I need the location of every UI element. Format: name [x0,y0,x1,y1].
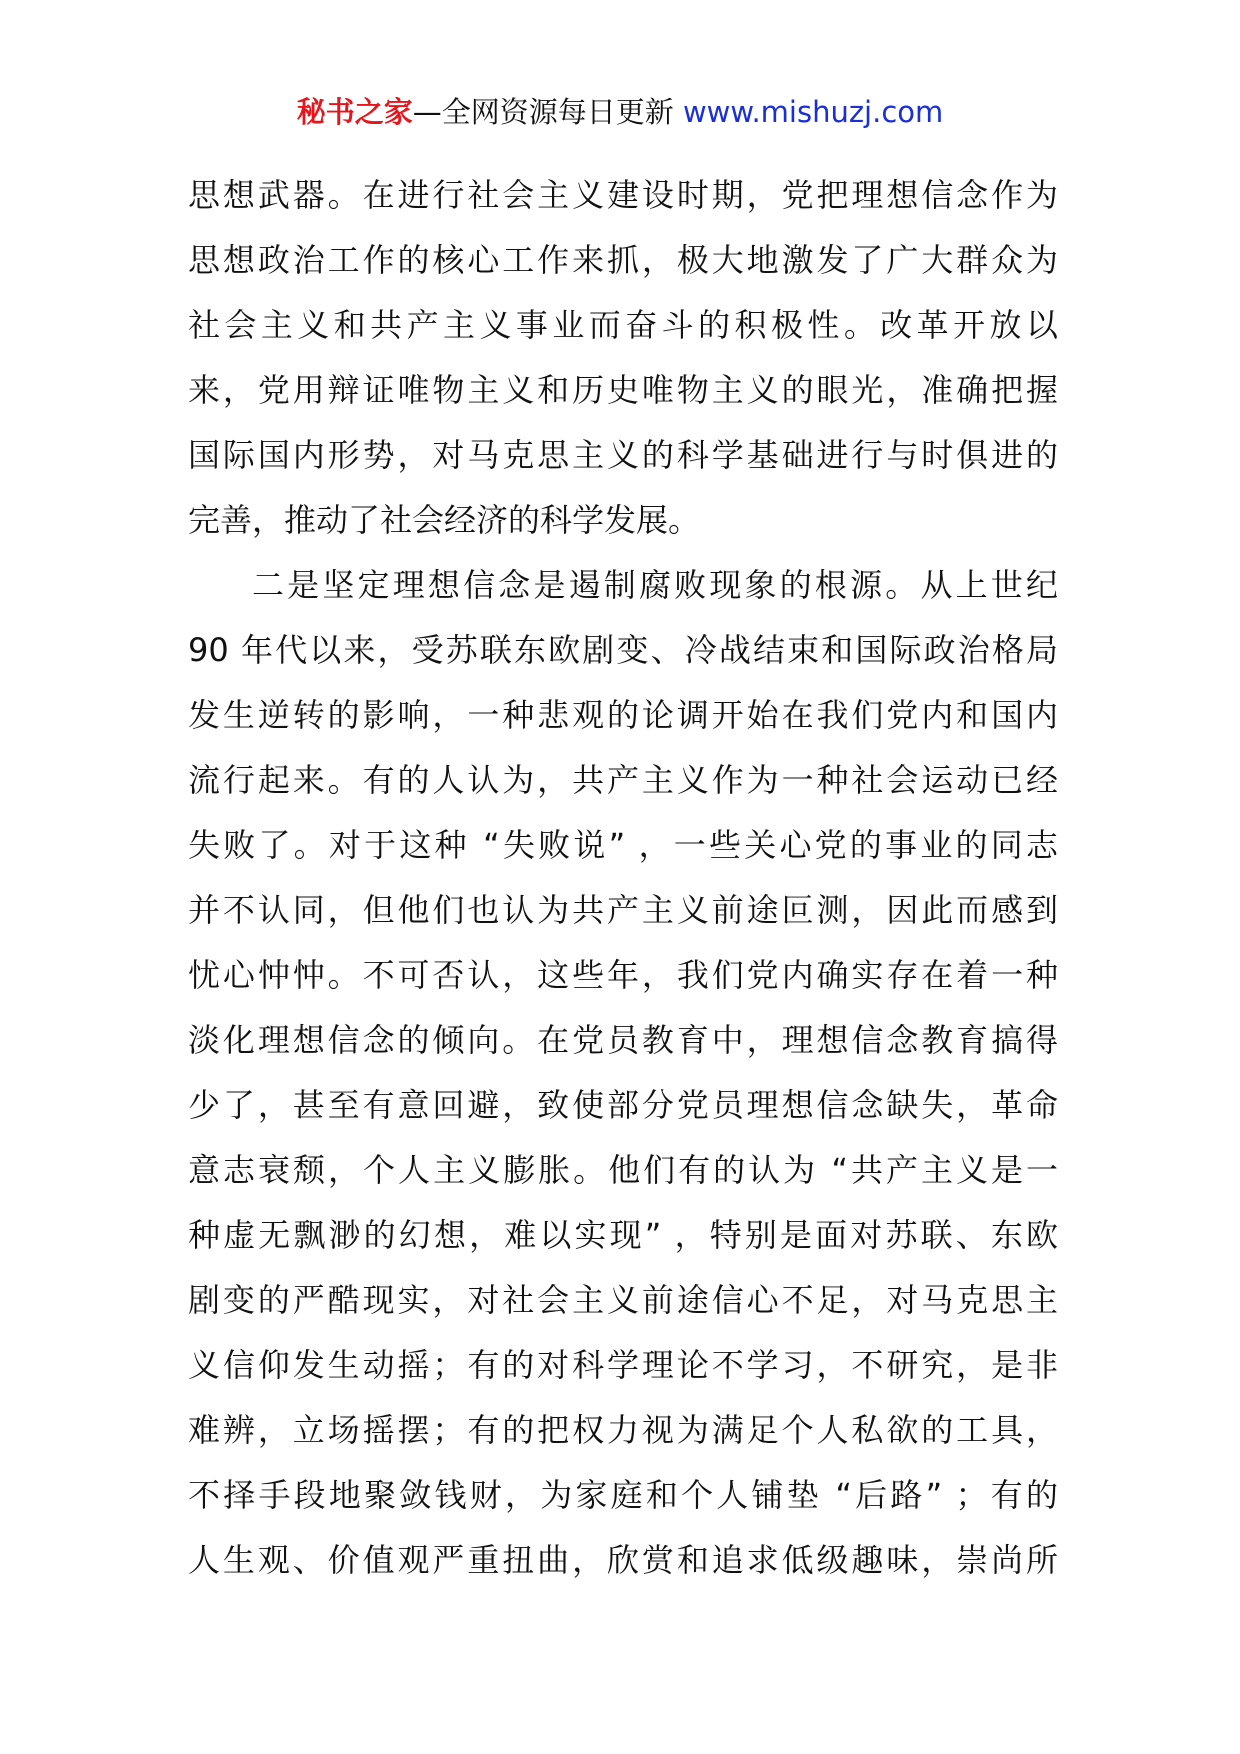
text-line: 淡化理想信念的倾向。在党员教育中，理想信念教育搞得 [188,1021,1058,1059]
text-line: 完善，推动了社会经济的科学发展。 [188,501,701,539]
text-line: 90 年代以来，受苏联东欧剧变、冷战结束和国际政治格局 [188,631,1058,669]
site-url-link[interactable]: www.mishuzj.com [682,95,944,129]
text-line: 意志衰颓，个人主义膨胀。他们有的认为 “共产主义是一 [188,1151,1058,1189]
text-line: 思想武器。在进行社会主义建设时期，党把理想信念作为 [188,176,1058,214]
text-line: 种虚无飘渺的幻想，难以实现” ，特别是面对苏联、东欧 [188,1216,1058,1254]
paragraph [188,163,1058,553]
text-line: 不择手段地聚敛钱财，为家庭和个人铺垫 “后路” ；有的 [188,1476,1058,1514]
text-line: 来，党用辩证唯物主义和历史唯物主义的眼光，准确把握 [188,371,1058,409]
document-body [188,163,1058,1593]
text-line: 失败了。对于这种 “失败说” ，一些关心党的事业的同志 [188,826,1058,864]
text-line: 并不认同，但他们也认为共产主义前途叵测，因此而感到 [188,891,1058,929]
text-line: 难辨，立场摇摆；有的把权力视为满足个人私欲的工具， [188,1411,1058,1449]
text-line: 流行起来。有的人认为，共产主义作为一种社会运动已经 [188,761,1058,799]
paragraph [188,553,1058,1593]
text-line: 义信仰发生动摇；有的对科学理论不学习，不研究，是非 [188,1346,1058,1384]
text-line: 国际国内形势，对马克思主义的科学基础进行与时俱进的 [188,436,1058,474]
site-header [0,92,1240,132]
text-line: 思想政治工作的核心工作来抓，极大地激发了广大群众为 [188,241,1058,279]
text-line: 人生观、价值观严重扭曲，欣赏和追求低级趣味，崇尚所 [188,1541,1058,1579]
text-line: 忧心忡忡。不可否认，这些年，我们党内确实存在着一种 [188,956,1058,994]
site-tagline: —全网资源每日更新 [412,95,674,129]
text-line: 二是坚定理想信念是遏制腐败现象的根源。从上世纪 [252,566,1058,604]
text-line: 社会主义和共产主义事业而奋斗的积极性。改革开放以 [188,306,1058,344]
text-line: 剧变的严酷现实，对社会主义前途信心不足，对马克思主 [188,1281,1058,1319]
text-line: 发生逆转的影响，一种悲观的论调开始在我们党内和国内 [188,696,1058,734]
site-brand: 秘书之家 [296,95,413,129]
text-line: 少了，甚至有意回避，致使部分党员理想信念缺失，革命 [188,1086,1058,1124]
